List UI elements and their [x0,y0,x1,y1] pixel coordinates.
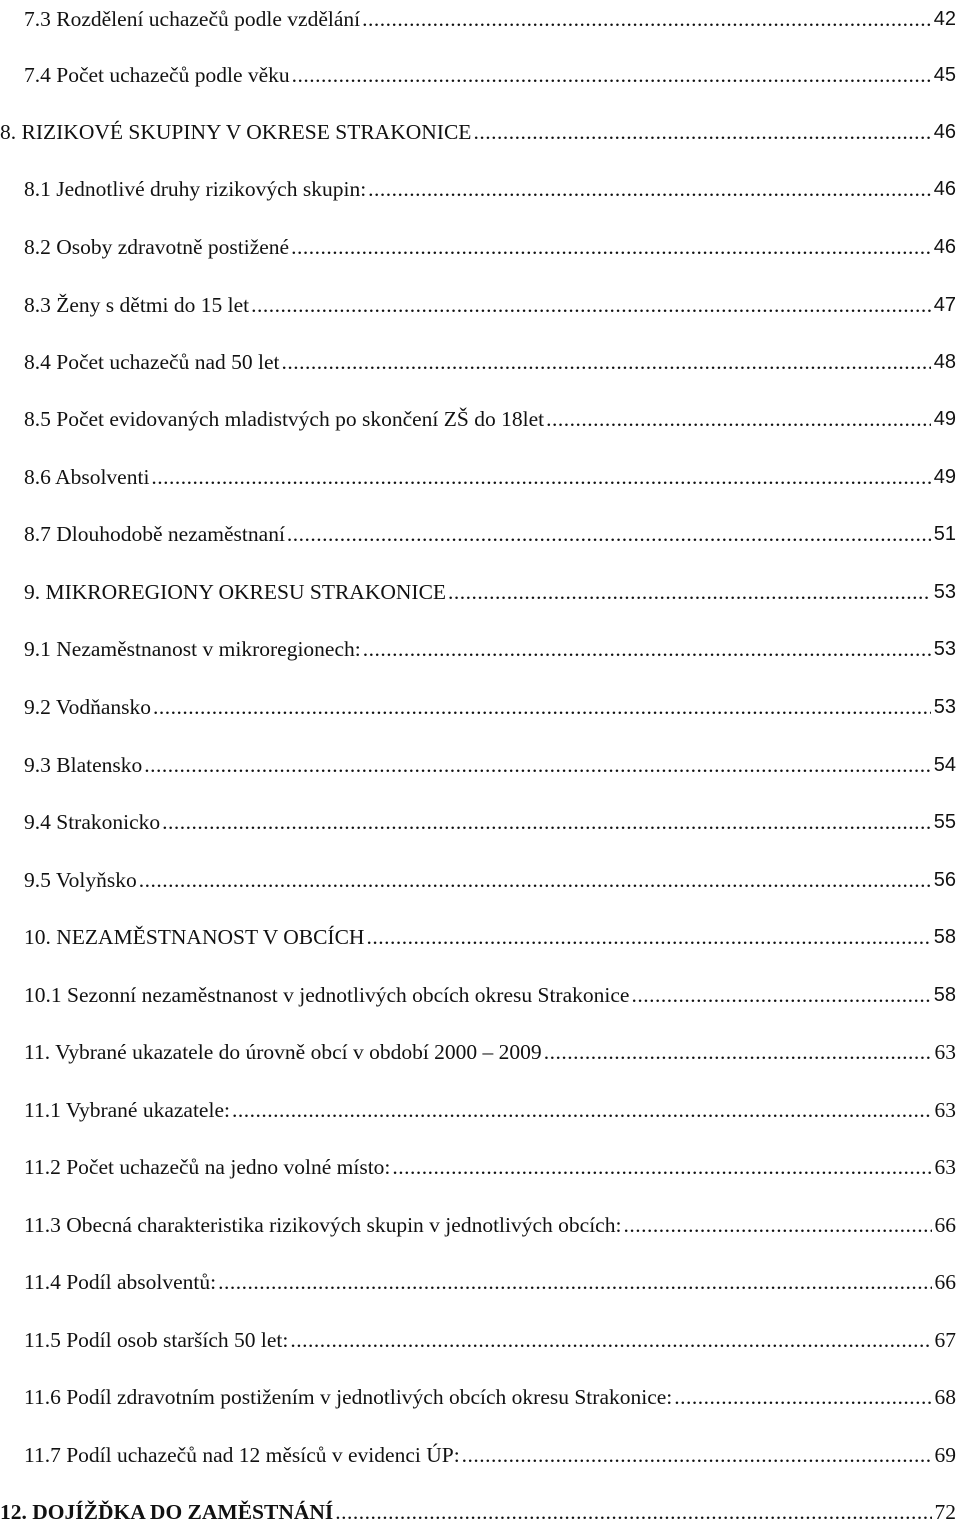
toc-dot-leader [362,6,931,32]
toc-entry[interactable] [24,918,960,950]
toc-entry-title: 8.1 Jednotlivé druhy rizikových skupin: [24,176,368,202]
toc-dot-leader [151,464,930,490]
toc-page-number: 51 [931,521,960,547]
toc-page-number: 46 [931,176,960,202]
toc-dot-leader [232,1097,932,1123]
toc-entry-title: 11.1 Vybrané ukazatele: [24,1097,232,1123]
toc-entry[interactable] [24,1033,960,1065]
toc-entry-title: 8.3 Ženy s dětmi do 15 let [24,292,251,318]
toc-dot-leader [363,636,931,662]
toc-entry[interactable] [24,1321,960,1353]
toc-page-number: 45 [931,62,960,88]
toc-entry-title: 11. Vybrané ukazatele do úrovně obcí v období 2000 – 2009 [24,1039,544,1065]
toc-entry-title: 11.5 Podíl osob starších 50 let: [24,1327,290,1353]
toc-entry[interactable] [0,1493,960,1525]
toc-entry-title: 12. DOJÍŽĎKA DO ZAMĚSTNÁNÍ [0,1499,335,1525]
toc-page-number: 53 [931,694,960,720]
toc-entry[interactable] [24,1378,960,1410]
toc-entry[interactable] [24,573,960,605]
toc-dot-leader [473,119,930,145]
toc-entry[interactable] [24,1436,960,1468]
toc-entry[interactable] [24,803,960,835]
toc-page-number: 63 [932,1154,960,1180]
toc-entry-title: 8. RIZIKOVÉ SKUPINY V OKRESE STRAKONICE [0,119,473,145]
toc-page-number: 58 [931,982,960,1008]
toc-entry[interactable] [24,630,960,662]
toc-entry-title: 8.7 Dlouhodobě nezaměstnaní [24,521,287,547]
toc-page-number: 42 [931,6,960,32]
toc-entry[interactable] [24,0,960,32]
toc-entry-title: 10. NEZAMĚSTNANOST V OBCÍCH [24,924,366,950]
toc-page-number: 53 [931,636,960,662]
toc-dot-leader [546,406,931,432]
toc-dot-leader [674,1384,931,1410]
toc-dot-leader [218,1269,931,1295]
toc-page-number: 53 [931,579,960,605]
toc-entry-title: 7.4 Počet uchazečů podle věku [24,62,292,88]
toc-dot-leader [292,62,931,88]
toc-entry-title: 9.4 Strakonicko [24,809,162,835]
toc-entry[interactable] [0,113,960,145]
toc-dot-leader [251,292,931,318]
toc-dot-leader [448,579,931,605]
toc-page-number: 47 [931,292,960,318]
toc-entry-title: 9.1 Nezaměstnanost v mikroregionech: [24,636,363,662]
toc-dot-leader [290,1327,931,1353]
toc-dot-leader [462,1442,932,1468]
toc-page-number: 58 [931,924,960,950]
toc-page-number: 66 [932,1269,960,1295]
toc-entry-title: 7.3 Rozdělení uchazečů podle vzdělání [24,6,362,32]
toc-page-number: 54 [931,752,960,778]
toc-page-number: 67 [932,1327,960,1353]
toc-entry-title: 11.4 Podíl absolventů: [24,1269,218,1295]
toc-page-number: 72 [932,1499,960,1525]
toc-entry-title: 8.4 Počet uchazečů nad 50 let [24,349,282,375]
toc-entry[interactable] [24,746,960,778]
toc-dot-leader [287,521,931,547]
toc-entry[interactable] [24,861,960,893]
toc-entry-title: 11.3 Obecná charakteristika rizikových skupin v jednotlivých obcích: [24,1212,623,1238]
toc-entry-title: 8.6 Absolventi [24,464,151,490]
toc-dot-leader [335,1499,931,1525]
toc-page-number: 55 [931,809,960,835]
toc-page-number: 68 [932,1384,960,1410]
toc-dot-leader [139,867,931,893]
toc-entry-title: 11.2 Počet uchazečů na jedno volné místo: [24,1154,392,1180]
toc-entry[interactable] [24,458,960,490]
toc-entry-title: 9.5 Volyňsko [24,867,139,893]
toc-entry-title: 11.7 Podíl uchazečů nad 12 měsíců v evidenci ÚP: [24,1442,462,1468]
toc-page-number: 69 [932,1442,960,1468]
toc-dot-leader [623,1212,931,1238]
toc-page-number: 49 [931,406,960,432]
toc-dot-leader [291,234,931,260]
toc-entry[interactable] [24,400,960,432]
toc-dot-leader [144,752,931,778]
toc-entry-title: 9.2 Vodňansko [24,694,153,720]
toc-entry[interactable] [24,286,960,318]
toc-entry-title: 9. MIKROREGIONY OKRESU STRAKONICE [24,579,448,605]
toc-entry[interactable] [24,343,960,375]
toc-dot-leader [368,176,931,202]
toc-entry[interactable] [24,56,960,88]
toc-entry[interactable] [24,170,960,202]
toc-page-number: 49 [931,464,960,490]
toc-dot-leader [162,809,931,835]
toc-page-number: 46 [931,119,960,145]
toc-page-number: 46 [931,234,960,260]
toc-page-number: 48 [931,349,960,375]
toc-entry[interactable] [24,1091,960,1123]
toc-entry-title: 8.2 Osoby zdravotně postižené [24,234,291,260]
toc-entry[interactable] [24,1263,960,1295]
toc-dot-leader [392,1154,931,1180]
toc-dot-leader [631,982,930,1008]
toc-dot-leader [366,924,930,950]
toc-page-number: 56 [931,867,960,893]
toc-entry[interactable] [24,515,960,547]
toc-dot-leader [544,1039,932,1065]
toc-entry[interactable] [24,976,960,1008]
toc-page-number: 66 [932,1212,960,1238]
toc-entry-title: 9.3 Blatensko [24,752,144,778]
toc-page-number: 63 [932,1039,960,1065]
toc-entry[interactable] [24,1148,960,1180]
toc-entry-title: 10.1 Sezonní nezaměstnanost v jednotlivých obcích okresu Strakonice [24,982,631,1008]
toc-entry[interactable] [24,1206,960,1238]
toc-entry-title: 8.5 Počet evidovaných mladistvých po skončení ZŠ do 18let [24,406,546,432]
toc-entry[interactable] [24,228,960,260]
toc-dot-leader [282,349,931,375]
toc-page-number: 63 [932,1097,960,1123]
toc-entry[interactable] [24,688,960,720]
toc-entry-title: 11.6 Podíl zdravotním postižením v jednotlivých obcích okresu Strakonice: [24,1384,674,1410]
toc-dot-leader [153,694,931,720]
